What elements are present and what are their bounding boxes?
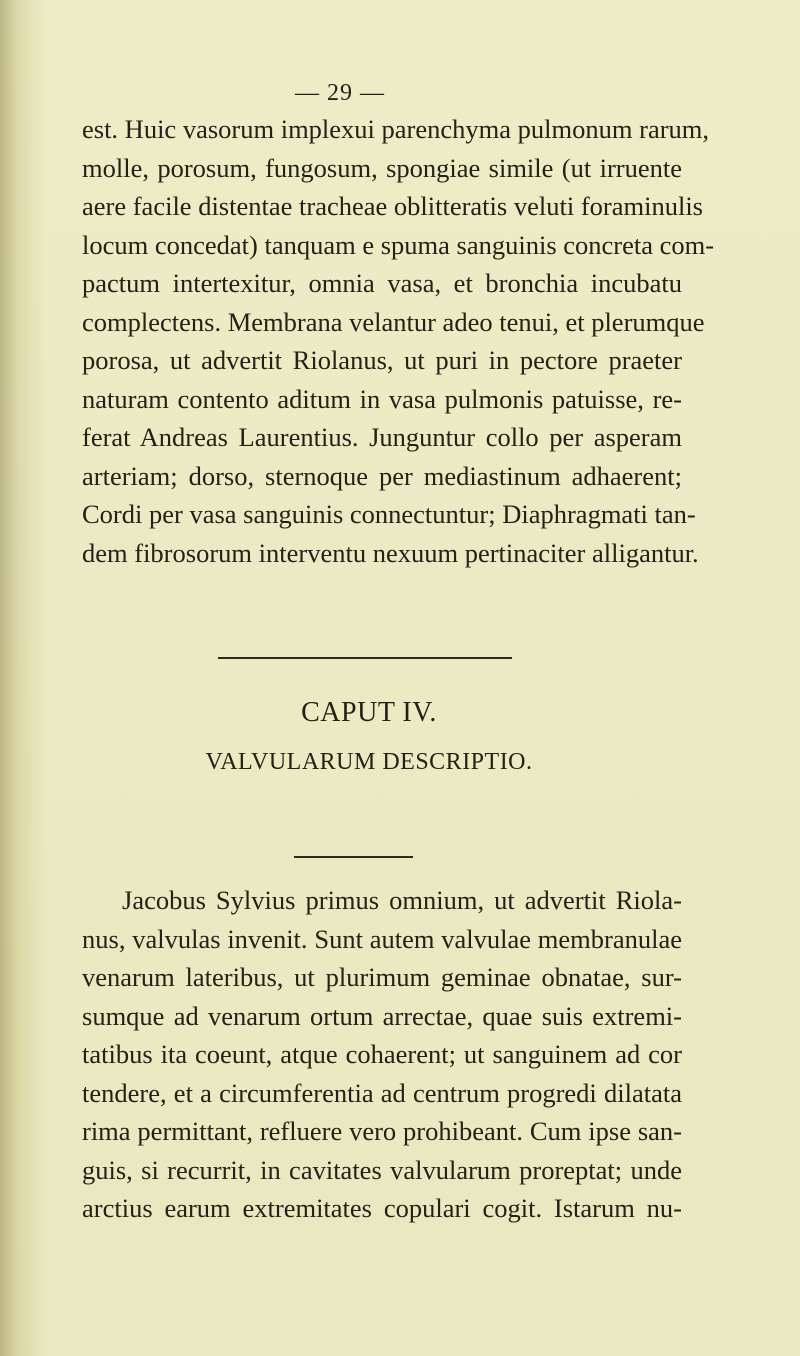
text-line: tendere, et a circumferentia ad centrum progredi dilatata — [82, 1077, 682, 1108]
chapter-subtitle: VALVULARUM DESCRIPTIO. — [205, 749, 533, 775]
paragraph-2 — [82, 881, 682, 1228]
text-line: Jacobus Sylvius primus omnium, ut advertit Riola- — [122, 885, 682, 915]
text-line: venarum lateribus, ut plurimum geminae obnatae, sur- — [82, 962, 682, 992]
paragraph-1 — [82, 110, 715, 572]
text-line: pactum intertexitur, omnia vasa, et bronchia incubatu — [82, 268, 682, 298]
text-line: sumque ad venarum ortum arrectae, quae suis extremi- — [82, 1000, 682, 1031]
text-line: est. Huic vasorum implexui parenchyma pulmonum rarum, — [82, 114, 710, 144]
text-line: complectens. Membrana velantur adeo tenui, et plerumque — [82, 306, 705, 337]
text-line: aere facile distentae tracheae oblitteratis veluti foraminulis — [82, 191, 703, 221]
text-line: guis, si recurrit, in cavitates valvularum proreptat; unde — [82, 1154, 682, 1185]
text-line: arctius earum extremitates copulari cogit. Istarum nu- — [82, 1193, 682, 1223]
text-line: tatibus ita coeunt, atque cohaerent; ut sanguinem ad cor — [82, 1039, 682, 1069]
section-divider — [218, 657, 512, 659]
chapter-title: CAPUT IV. — [301, 697, 437, 728]
text-line: porosa, ut advertit Riolanus, ut puri in pectore praeter — [82, 345, 682, 375]
text-line: ferat Andreas Laurentius. Junguntur collo per asperam — [82, 422, 682, 452]
text-line: molle, porosum, fungosum, spongiae simile (ut irruente — [82, 152, 682, 183]
text-line: arteriam; dorso, sternoque per mediastinum adhaerent; — [82, 460, 682, 491]
text-line: dem fibrosorum interventu nexuum pertinaciter alligantur. — [82, 537, 699, 568]
page-number: — 29 — — [295, 80, 385, 106]
text-line: nus, valvulas invenit. Sunt autem valvulae membranulae — [82, 923, 682, 954]
text-line: naturam contento aditum in vasa pulmonis patuisse, re- — [82, 383, 682, 414]
text-line: locum concedat) tanquam e spuma sanguinis concreta com- — [82, 229, 715, 260]
text-line: Cordi per vasa sanguinis connectuntur; Diaphragmati tan- — [82, 499, 696, 529]
heading-divider — [294, 856, 413, 858]
text-line: rima permittant, refluere vero prohibeant. Cum ipse san- — [82, 1116, 682, 1146]
